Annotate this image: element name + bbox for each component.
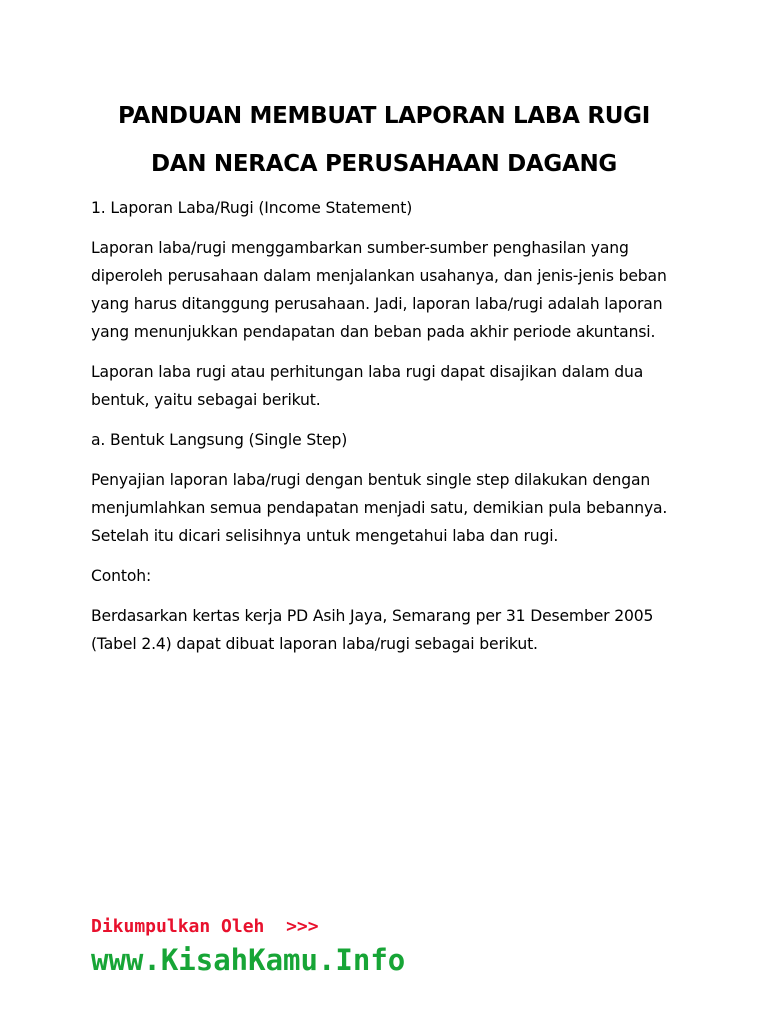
title-line-2: DAN NERACA PERUSAHAAN DAGANG xyxy=(150,151,618,177)
collected-by-label: Dikumpulkan Oleh >>> xyxy=(91,916,319,937)
section-heading: 1. Laporan Laba/Rugi (Income Statement) xyxy=(91,199,413,217)
paragraph-forms: Laporan laba rugi atau perhitungan laba rugi dapat disajikan dalam dua bentuk, yaitu sebagai berikut. xyxy=(91,363,644,409)
document-title xyxy=(60,92,708,188)
site-link[interactable]: www.KisahKamu.Info xyxy=(91,943,406,977)
paragraph-definition: Laporan laba/rugi menggambarkan sumber-sumber penghasilan yang diperoleh perusahaan dalam menjalankan usahanya, dan jenis-jenis beban yang harus ditanggung perusahaan. Jadi, laporan laba/rugi adalah laporan yang menunjukkan pendapatan dan beban pada akhir periode akuntansi. xyxy=(91,239,667,341)
example-label: Contoh: xyxy=(91,567,152,585)
subsection-heading: a. Bentuk Langsung (Single Step) xyxy=(91,431,348,449)
footer-credit xyxy=(91,914,711,980)
paragraph-example: Berdasarkan kertas kerja PD Asih Jaya, Semarang per 31 Desember 2005 (Tabel 2.4) dapat dibuat laporan laba/rugi sebagai berikut. xyxy=(91,607,654,653)
paragraph-single-step: Penyajian laporan laba/rugi dengan bentuk single step dilakukan dengan menjumlahkan semua pendapatan menjadi satu, demikian pula bebannya. Setelah itu dicari selisihnya untuk mengetahui laba dan rugi. xyxy=(91,471,668,545)
title-line-1: PANDUAN MEMBUAT LAPORAN LABA RUGI xyxy=(118,103,650,129)
document-body xyxy=(91,194,691,670)
